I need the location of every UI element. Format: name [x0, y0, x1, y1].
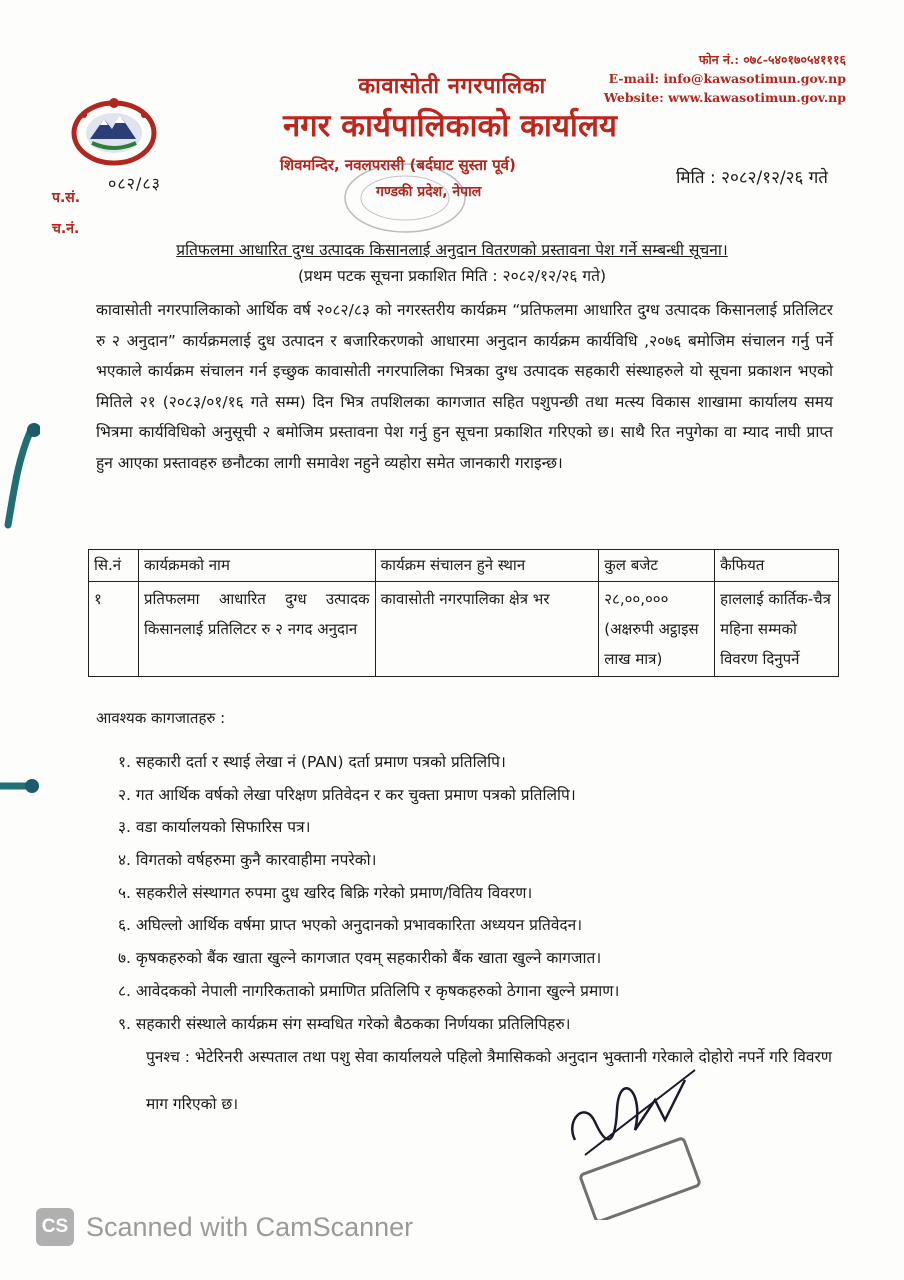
requirements-list — [118, 746, 619, 1040]
camscanner-watermark — [36, 1205, 413, 1249]
cell-budget: २८,००,००० (अक्षरुपी अट्ठाइस लाख मात्र) — [599, 582, 715, 677]
cell-location: कावासोती नगरपालिका क्षेत्र भर — [375, 582, 599, 677]
notice-date: मिति : २०८२/१२/२६ गते — [675, 168, 828, 188]
cell-remarks: हाललाई कार्तिक-चैत्र महिना सम्मको विवरण दिनुपर्ने — [715, 582, 839, 677]
email-address: E-mail: info@kawasotimun.gov.np — [608, 71, 846, 86]
reference-cn-label: च.नं. — [52, 221, 80, 237]
watermark-text: Scanned with CamScanner — [86, 1211, 414, 1242]
publication-note: (प्रथम पटक सूचना प्रकाशित मिति : २०८२/१२/२६ गते) — [297, 267, 606, 285]
program-table — [88, 549, 839, 677]
municipality-name: कावासोती नगरपालिका — [358, 74, 546, 99]
list-item: ९. सहकारी संस्थाले कार्यक्रम संग सम्वधित गरेको बैठकका निर्णयका प्रतिलिपिहरु। — [118, 1014, 571, 1033]
address-line-1: शिवमन्दिर, नवलपरासी (बर्दघाट सुस्ता पूर्व) — [280, 156, 516, 174]
header-program-name: कार्यक्रमको नाम — [138, 550, 375, 582]
signature-and-stamp-icon — [555, 1060, 725, 1220]
nepal-government-emblem-icon — [70, 95, 158, 167]
list-item: ४. विगतको वर्षहरुमा कुनै कारवाहीमा नपरेको। — [118, 851, 377, 870]
address-line-2: गण्डकी प्रदेश, नेपाल — [376, 184, 482, 200]
phone-number: फोन नं.: ०७८-५४०१७०५४१११६ — [698, 52, 846, 67]
list-item: ६. अघिल्लो आर्थिक वर्षमा प्राप्त भएको अनुदानको प्रभावकारिता अध्ययन प्रतिवेदन। — [118, 916, 583, 935]
table-header-row — [89, 550, 839, 582]
list-item: १. सहकारी दर्ता र स्थाई लेखा नं (PAN) दर्ता प्रमाण पत्रको प्रतिलिपि। — [118, 753, 506, 771]
requirements-title: आवश्यक कागजातहरु : — [96, 709, 226, 727]
binding-hole-icon — [0, 770, 40, 800]
header-location: कार्यक्रम संचालन हुने स्थान — [375, 550, 599, 582]
header-sn: सि.नं — [89, 550, 139, 582]
binding-hole-icon — [0, 420, 40, 530]
list-item: ७. कृषकहरुको बैंक खाता खुल्ने कागजात एवम् सहकारीको बैंक खाता खुल्ने कागजात। — [118, 949, 602, 968]
notice-subject: प्रतिफलमा आधारित दुग्ध उत्पादक किसानलाई अनुदान वितरणको प्रस्तावना पेश गर्ने सम्बन्धी सूचना। — [176, 241, 728, 259]
postscript: पुनश्च : भेटेरिनरी अस्पताल तथा पशु सेवा कार्यालयले पहिलो त्रैमासिकको अनुदान भुक्तानी गरेकाले दोहोरो नपर्ने गरि विवरण माग गरिएको छ। — [146, 1048, 832, 1113]
notice-body: कावासोती नगरपालिकाको आर्थिक वर्ष २०८२/८३ को नगरस्तरीय कार्यक्रम “प्रतिफलमा आधारित दुग्ध उत्पादक किसानलाई प्रतिलिटर रु २ अनुदान” कार्यक्रमलाई दुध उत्पादन र बजारिकरणको आधारमा अनुदान कार्यक्रम कार्यविधि ,२०७६ बमोजिम संचालन गर्नु पर्ने भएकाले कार्यक्रम संचालन गर्न इच्छुक कावासोती नगरपालिका भित्रका दुग्ध उत्पादक सहकारी संस्थाहरुले यो सूचना प्रकाशन भएको मितिले २१ (२०८३/०१/१६ गते सम्म) दिन भित्र तपशिलका कागजात सहित पशुपन्छी तथा मत्स्य विकास शाखामा कार्यालय समय भित्रमा कार्यविधिको अनुसूची २ बमोजिम प्रस्तावना पेश गर्नु हुन सूचना प्रकाशित गरिएको छ। साथै रित नपुगेका वा म्याद नाघी प्राप्त हुन आएका प्रस्तावहरु छनौटका लागी समावेश नहुने व्यहोरा समेत जानकारी गराइन्छ। — [96, 301, 833, 472]
camscanner-logo-icon: CS — [36, 1208, 74, 1246]
fiscal-year: ०८२/८३ — [108, 174, 161, 193]
cell-program-name: प्रतिफलमा आधारित दुग्ध उत्पादक किसानलाई प्रतिलिटर रु २ नगद अनुदान — [138, 582, 375, 677]
table-row — [89, 582, 839, 677]
cell-sn: १ — [89, 582, 139, 677]
header-remarks: कैफियत — [715, 550, 839, 582]
list-item: २. गत आर्थिक वर्षको लेखा परिक्षण प्रतिवेदन र कर चुक्ता प्रमाण पत्रको प्रतिलिपि। — [118, 785, 576, 804]
list-item: ५. सहकरीले संस्थागत रुपमा दुध खरिद बिक्रि गरेको प्रमाण/वितिय विवरण। — [118, 883, 533, 902]
website-address: Website: www.kawasotimun.gov.np — [603, 90, 846, 105]
reference-ps-label: प.सं. — [52, 190, 81, 206]
office-stamp-icon — [330, 158, 480, 238]
header-budget: कुल बजेट — [599, 550, 715, 582]
list-item: ३. वडा कार्यालयको सिफारिस पत्र। — [118, 818, 311, 837]
office-name: नगर कार्यपालिकाको कार्यालय — [283, 108, 617, 144]
list-item: ८. आवेदकको नेपाली नागरिकताको प्रमाणित प्रतिलिपि र कृषकहरुको ठेगाना खुल्ने प्रमाण। — [118, 981, 620, 1000]
